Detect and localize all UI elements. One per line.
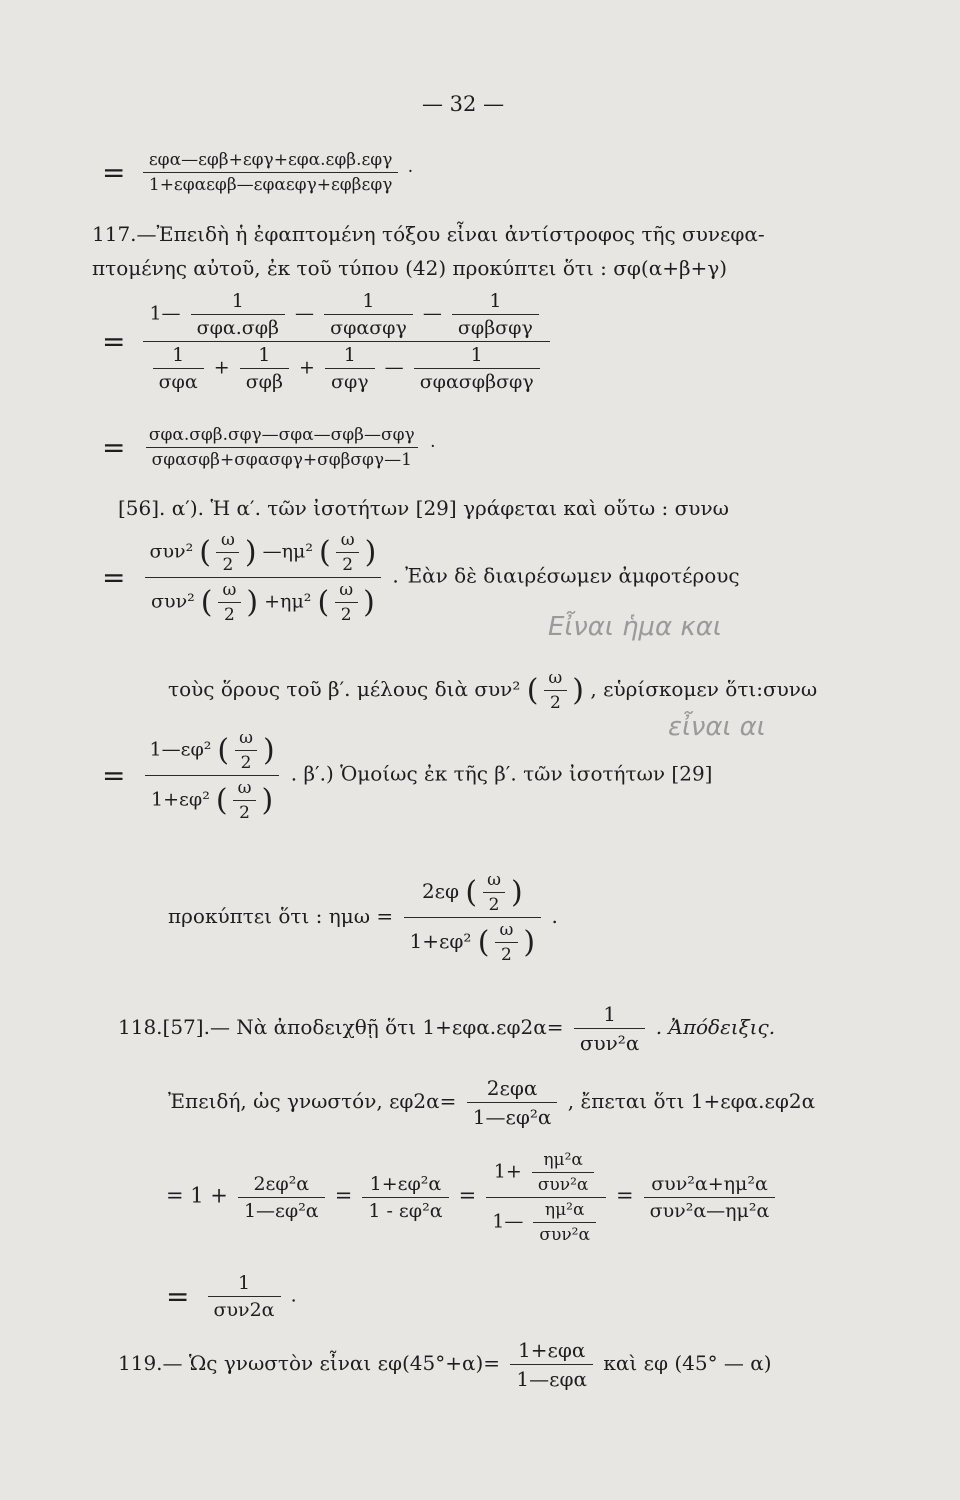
plus: + — [213, 356, 230, 379]
text-after: . Ἐὰν δὲ διαιρέσωμεν ἀμφοτέρους — [392, 563, 740, 588]
denominator: συν2α — [208, 1296, 281, 1321]
fraction-56 — [144, 530, 383, 625]
fraction-117b — [143, 425, 421, 470]
numerator: 2εφ ( $\frac{\omega}{2}$ ) — [421, 870, 523, 915]
compound-fraction — [143, 290, 550, 393]
omega: ω — [487, 870, 501, 890]
two: 2 — [233, 800, 256, 823]
paragraph-117-line1: 117.—Ἐπειδὴ ἡ ἐφαπτομένη τόξου εἶναι ἀντίστροφος τῆς συνεφα- — [92, 222, 765, 246]
denominator: συν² ( $\frac{\omega}{2}$ ) +ημ² ( $\frac{\omega}{2}$ ) — [145, 577, 381, 625]
two: 2 — [235, 750, 258, 773]
dterm-3 — [325, 344, 375, 393]
fraction-119 — [510, 1338, 593, 1391]
text-a: τοὺς ὅρους τοῦ β′. μέλους διὰ συν² — [168, 677, 521, 701]
dot: · — [430, 437, 436, 457]
denominator: συν²α—ημ²α — [644, 1197, 776, 1222]
term-3-den: σφβσφγ — [452, 314, 539, 339]
term-2-den: σφασφγ — [324, 314, 413, 339]
dterm-4-den: σφασφβσφγ — [414, 368, 540, 393]
minus-sin-squared: —ημ² — [262, 540, 313, 563]
omega: ω — [499, 920, 514, 940]
two: 2 — [495, 942, 518, 965]
numerator: συν²α+ημ²α — [651, 1173, 768, 1195]
equation-118c: = 1 + $\frac{\text{2εφ²α}}{\text{1—εφ²α}}$ = $\frac{\text{1+εφ²α}}{\text{1 - εφ²α}}$ = 1+ $\frac{\text{ημ²α}}{\text{συν²α}}$ 1— $\frac{\text{ημ²α}}{\text{συν²α}}$ = $\frac{\text{συν²α+ημ²α}}{\text{συν²α—ημ²α}}$ — [166, 1150, 779, 1245]
omega: ω — [340, 530, 355, 550]
omega: ω — [339, 580, 354, 600]
fraction-4 — [644, 1173, 776, 1222]
top-fraction — [143, 150, 399, 195]
equals-sign: = — [102, 156, 126, 189]
dterm-4-num: 1 — [470, 344, 483, 366]
two: 2 — [336, 552, 359, 575]
dterm-1-num: 1 — [172, 344, 185, 366]
denominator: 1—εφ²α — [238, 1197, 325, 1222]
numerator — [488, 1150, 605, 1197]
numerator: 1+εφα — [518, 1338, 586, 1362]
paragraph-118 — [118, 1002, 775, 1055]
denominator: 1+εφ² ( $\frac{\omega}{2}$ ) — [404, 917, 542, 965]
one-minus: 1— — [492, 1210, 524, 1233]
fraction-118d — [208, 1272, 281, 1321]
paragraph-117-line2: πτομένης αὐτοῦ, ἐκ τοῦ τύπου (42) προκύπτει ὅτι : σφ(α+β+γ) — [92, 256, 728, 280]
two: 2 — [335, 602, 358, 625]
dterm-1-den: σφα — [153, 368, 204, 393]
denominator: συν²α — [574, 1028, 646, 1055]
fraction-3 — [486, 1150, 606, 1245]
lead-text: προκύπτει ὅτι : ημω = — [168, 904, 394, 928]
numerator: 1 — [603, 1002, 616, 1026]
dterm-2 — [240, 344, 289, 393]
two-tan: 2εφ — [421, 879, 460, 903]
equation-56 — [102, 530, 740, 625]
equation-118d — [166, 1272, 297, 1321]
denominator: 1 - εφ²α — [362, 1197, 448, 1222]
numerator: συν² ( $\frac{\omega}{2}$ ) —ημ² ( $\frac{\omega}{2}$ ) — [149, 530, 377, 575]
numerator: 1—εφ² ( $\frac{\omega}{2}$ ) — [149, 728, 275, 773]
fraction-56c — [404, 870, 542, 965]
denominator: σφασφβ+σφασφγ+σφβσφγ—1 — [146, 447, 418, 470]
dterm-2-den: σφβ — [240, 368, 289, 393]
tail-text: καὶ εφ (45° — α) — [603, 1351, 772, 1375]
dterm-3-num: 1 — [343, 344, 356, 366]
fraction-118 — [574, 1002, 646, 1055]
term-1 — [191, 290, 285, 339]
plus: + — [299, 356, 315, 379]
numerator: 1 — [237, 1272, 251, 1294]
omega: ω — [239, 728, 254, 748]
compound-denominator — [143, 341, 550, 393]
omega: ω — [220, 530, 235, 550]
lead: = 1 + — [166, 1183, 228, 1208]
dot: · — [407, 162, 414, 182]
handwritten-note-2: εἶναι αι — [668, 712, 766, 742]
omega: ω — [548, 668, 563, 688]
top-equation — [102, 150, 413, 195]
term-2 — [324, 290, 413, 339]
one-minus: 1— — [149, 302, 181, 325]
equation-117a — [102, 290, 554, 393]
two: 2 — [216, 552, 239, 575]
omega: ω — [222, 580, 237, 600]
dot: . — [290, 1284, 297, 1307]
paragraph-118b — [168, 1076, 815, 1129]
cos-squared: συν² — [149, 540, 194, 563]
dterm-1 — [153, 344, 204, 393]
handwritten-note-1: Εἶναι ἡμα και — [548, 612, 722, 642]
minus: — — [295, 302, 315, 325]
term-1-num: 1 — [231, 290, 244, 312]
sin-sq: ημ²α — [543, 1150, 583, 1170]
paragraph-56b: τοὺς ὅρους τοῦ β′. μέλους διὰ συν² ( $\frac{\omega}{2}$ ) , εὑρίσκομεν ὅτι:συνω — [168, 668, 818, 713]
text-b: , εὑρίσκομεν ὅτι:συνω — [590, 677, 818, 701]
text-after: . β′.) Ὁμοίως ἐκ τῆς β′. τῶν ἰσοτήτων [29] — [290, 761, 713, 786]
minus: — — [384, 356, 404, 379]
denominator: 1—εφα — [510, 1364, 593, 1391]
lead-text: Ἐπειδή, ὡς γνωστόν, εφ2α= — [168, 1089, 457, 1113]
omega: ω — [237, 778, 252, 798]
tail-text: , ἔπεται ὅτι 1+εφα.εφ2α — [567, 1089, 816, 1113]
equals-sign: = — [102, 561, 126, 594]
term-3-num: 1 — [489, 290, 502, 312]
one-plus-tan-sq: 1+εφ² — [151, 788, 210, 811]
equals-sign: = — [166, 1280, 190, 1313]
denominator: 1+εφ² ( $\frac{\omega}{2}$ ) — [145, 775, 279, 823]
denominator — [486, 1197, 606, 1245]
cos-sq: συν²α — [533, 1222, 596, 1245]
one-plus: 1+ — [493, 1160, 522, 1183]
fraction-2 — [362, 1173, 448, 1222]
equation-56b — [102, 728, 712, 823]
numerator: σφα.σφβ.σφγ—σφα—σφβ—σφγ — [148, 425, 415, 445]
cos-sq: συν²α — [532, 1172, 595, 1195]
lead-text: 118.[57].— Νὰ ἀποδειχθῇ ὅτι 1+εφα.εφ2α= — [118, 1015, 564, 1039]
one-plus-tan-sq: 1+εφ² — [409, 929, 472, 953]
sin-sq: ημ²α — [544, 1200, 585, 1220]
equation-56c: προκύπτει ὅτι : ημω = 2εφ ( $\frac{\omega}{2}$ ) 1+εφ² ( $\frac{\omega}{2}$ ) . — [168, 870, 558, 965]
dterm-3-den: σφγ — [325, 368, 375, 393]
term-2-num: 1 — [362, 290, 375, 312]
paragraph-56: [56]. α′). Ἡ α′. τῶν ἰσοτήτων [29] γράφεται καὶ οὕτω : συνω — [118, 496, 729, 520]
two: 2 — [483, 892, 506, 915]
term-3 — [452, 290, 539, 339]
fraction-1 — [238, 1173, 325, 1222]
numerator: 2εφ²α — [253, 1173, 310, 1195]
tail-text: . Ἀπόδειξις. — [655, 1015, 776, 1039]
paragraph-119 — [118, 1338, 772, 1391]
numerator: 2εφα — [486, 1076, 538, 1100]
plus-sin-squared: +ημ² — [264, 590, 312, 613]
term-1-den: σφα.σφβ — [191, 314, 285, 339]
equals-sign: = — [102, 325, 126, 358]
denominator: 1—εφ²α — [467, 1102, 558, 1129]
equation-117b — [102, 425, 435, 470]
dterm-2-num: 1 — [258, 344, 271, 366]
lead-text: 119.— Ὡς γνωστὸν εἶναι εφ(45°+α)= — [118, 1351, 501, 1375]
two: 2 — [218, 602, 241, 625]
equals-sign: = — [102, 431, 126, 464]
numerator: εφα—εφβ+εφγ+εφα.εφβ.εφγ — [148, 150, 393, 170]
numerator: 1+εφ²α — [369, 1173, 442, 1195]
dterm-4 — [414, 344, 540, 393]
compound-numerator — [143, 290, 548, 341]
equals-sign: = — [102, 759, 126, 792]
fraction-118b — [467, 1076, 558, 1129]
cos-squared: συν² — [151, 590, 195, 613]
page-number: — 32 — — [422, 92, 505, 116]
denominator: 1+εφαεφβ—εφαεφγ+εφβεφγ — [143, 172, 399, 195]
one-minus-tan-sq: 1—εφ² — [149, 738, 212, 761]
minus: — — [422, 302, 442, 325]
two: 2 — [544, 690, 567, 713]
fraction-56b — [144, 728, 281, 823]
